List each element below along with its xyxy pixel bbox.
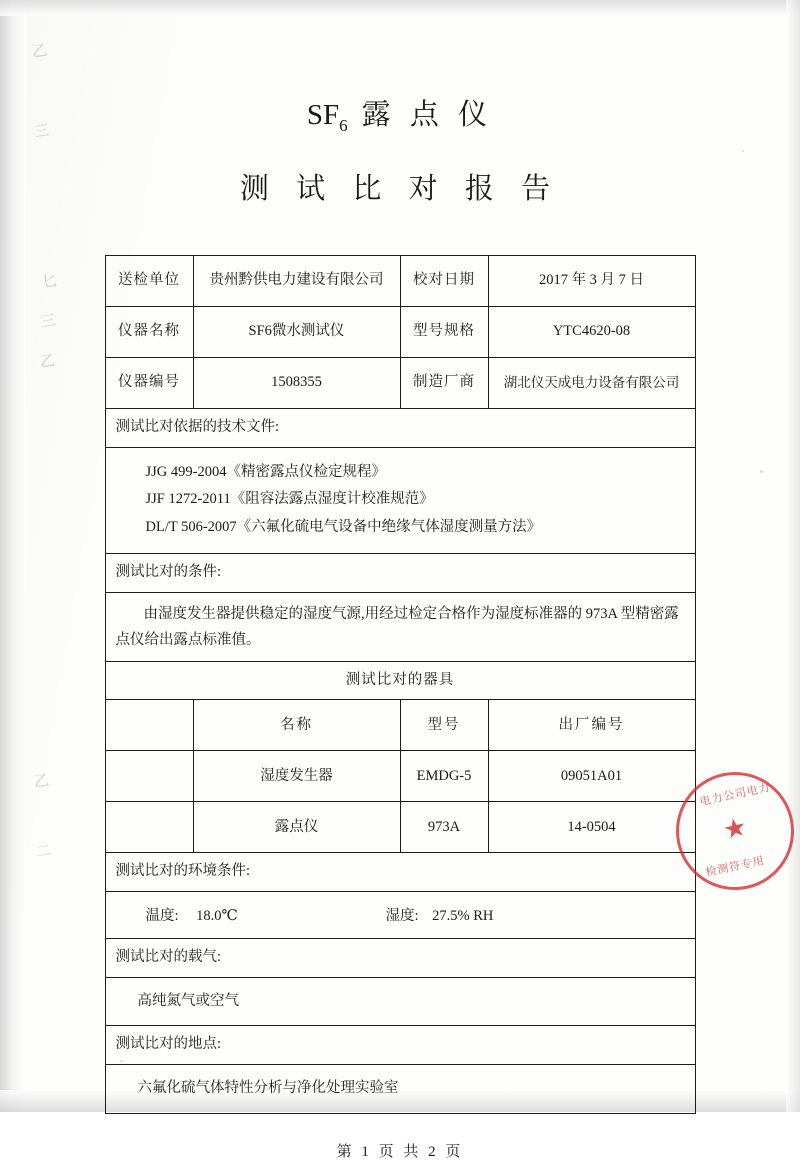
- conditions-heading: 测试比对的条件:: [105, 553, 695, 592]
- environment-temperature-label: 温度:: [145, 908, 179, 925]
- title-line-1: [0, 92, 800, 136]
- standards-items: [105, 447, 695, 553]
- instruments-col-name: 名称: [193, 700, 400, 751]
- standards-item: JJG 499-2004《精密露点仪检定规程》: [145, 463, 386, 480]
- document-title: [0, 92, 800, 207]
- conditions-section: [105, 553, 695, 592]
- conditions-text-row: [105, 592, 695, 661]
- label-calibration-date: 校对日期: [400, 255, 488, 306]
- environment-humidity-value: 27.5% RH: [432, 908, 494, 925]
- value-instrument-name-text: SF6微水测试仪: [248, 322, 345, 339]
- instruments-col-name-a: [105, 700, 193, 751]
- standards-item: JJF 1272-2011《阻容法露点湿度计校准规范》: [145, 491, 434, 508]
- instruments-row1-serial: 09051A01: [488, 751, 695, 802]
- star-icon: ★: [720, 811, 750, 845]
- value-model-spec: YTC4620-08: [488, 306, 695, 357]
- carrier-gas-text-cell: [105, 977, 695, 1026]
- standards-heading: 测试比对依据的技术文件:: [105, 408, 695, 447]
- location-section: [105, 1026, 695, 1065]
- table-row: [105, 357, 695, 408]
- margin-mark: 三: [33, 123, 51, 141]
- title-sf6-subscript: 6: [339, 115, 354, 135]
- carrier-gas-section: [105, 938, 695, 977]
- value-instrument-name: [193, 306, 400, 357]
- table-row: [105, 255, 695, 306]
- environment-temperature: [146, 906, 386, 928]
- carrier-gas-heading: 测试比对的载气:: [105, 938, 695, 977]
- conditions-text-cell: [105, 592, 695, 661]
- instruments-row2-name-a: [105, 802, 193, 853]
- instruments-row1-name: 湿度发生器: [193, 751, 400, 802]
- conditions-text: 由湿度发生器提供稳定的湿度气源,用经过检定合格作为湿度标准器的 973A 型精密露点仪给出露点标准值。: [115, 605, 679, 648]
- environment-values-cell: [105, 892, 695, 939]
- instruments-header-row: [105, 700, 695, 751]
- instruments-row1-name-a: [105, 751, 193, 802]
- label-instrument-name: 仪器名称: [105, 306, 193, 357]
- title-line-1-main: 露 点 仪: [361, 99, 494, 131]
- value-submitting-unit: 贵州黔供电力建设有限公司: [193, 255, 400, 306]
- instruments-section-title: 测试比对的器具: [105, 661, 695, 700]
- label-instrument-number: 仪器编号: [105, 357, 193, 408]
- title-line-2: 测 试 比 对 报 告: [239, 172, 561, 205]
- margin-mark: 二: [35, 843, 53, 861]
- environment-humidity-label: 湿度:: [385, 908, 419, 925]
- instruments-row2-name: 露点仪: [193, 802, 400, 853]
- environment-values: [116, 906, 685, 928]
- value-instrument-number: 1508355: [193, 357, 400, 408]
- environment-heading: 测试比对的环境条件:: [105, 853, 695, 892]
- location-text-cell: [105, 1065, 695, 1114]
- environment-section: [105, 853, 695, 892]
- instruments-col-serial: 出厂编号: [488, 700, 695, 751]
- instruments-row2-serial: 14-0504: [488, 802, 695, 853]
- standards-item: DL/T 506-2007《六氟化硫电气设备中绝缘气体湿度测量方法》: [145, 519, 542, 536]
- label-submitting-unit: 送检单位: [105, 255, 193, 306]
- label-model-spec: 型号规格: [400, 306, 488, 357]
- instruments-row: [105, 802, 695, 853]
- table-row: [105, 306, 695, 357]
- carrier-gas-text: 高纯氮气或空气: [137, 992, 239, 1009]
- carrier-gas-text-row: [105, 977, 695, 1026]
- margin-mark: 匕: [41, 273, 59, 291]
- location-text: 六氟化硫气体特性分析与净化处理实验室: [137, 1080, 399, 1097]
- margin-mark: 乙: [33, 773, 51, 791]
- location-heading: 测试比对的地点:: [105, 1026, 695, 1065]
- margin-mark: 乙: [31, 43, 49, 61]
- standards-section: [105, 408, 695, 447]
- instruments-row2-model: 973A: [400, 802, 488, 853]
- instruments-section-title-row: [105, 661, 695, 700]
- report-table: [105, 255, 696, 1114]
- margin-mark: 三: [39, 313, 57, 331]
- title-sf6-prefix: SF: [306, 99, 340, 131]
- environment-values-row: [105, 892, 695, 939]
- instruments-row1-model: EMDG-5: [400, 751, 488, 802]
- label-manufacturer: 制造厂商: [400, 357, 488, 408]
- environment-humidity: [386, 906, 494, 928]
- stamp-text-top: 电力公司电力: [698, 781, 772, 809]
- page-footer: 第 1 页 共 2 页: [336, 1143, 464, 1160]
- margin-mark: 乙: [39, 353, 57, 371]
- instruments-row: [105, 751, 695, 802]
- instruments-col-model: 型号: [400, 700, 488, 751]
- standards-list: [105, 447, 695, 553]
- location-text-row: [105, 1065, 695, 1114]
- value-manufacturer: 湖北仪天成电力设备有限公司: [488, 357, 695, 408]
- stamp-text-bottom: 检测符专用: [704, 854, 766, 880]
- value-calibration-date: 2017 年 3 月 7 日: [488, 255, 695, 306]
- environment-temperature-value: 18.0℃: [196, 908, 238, 925]
